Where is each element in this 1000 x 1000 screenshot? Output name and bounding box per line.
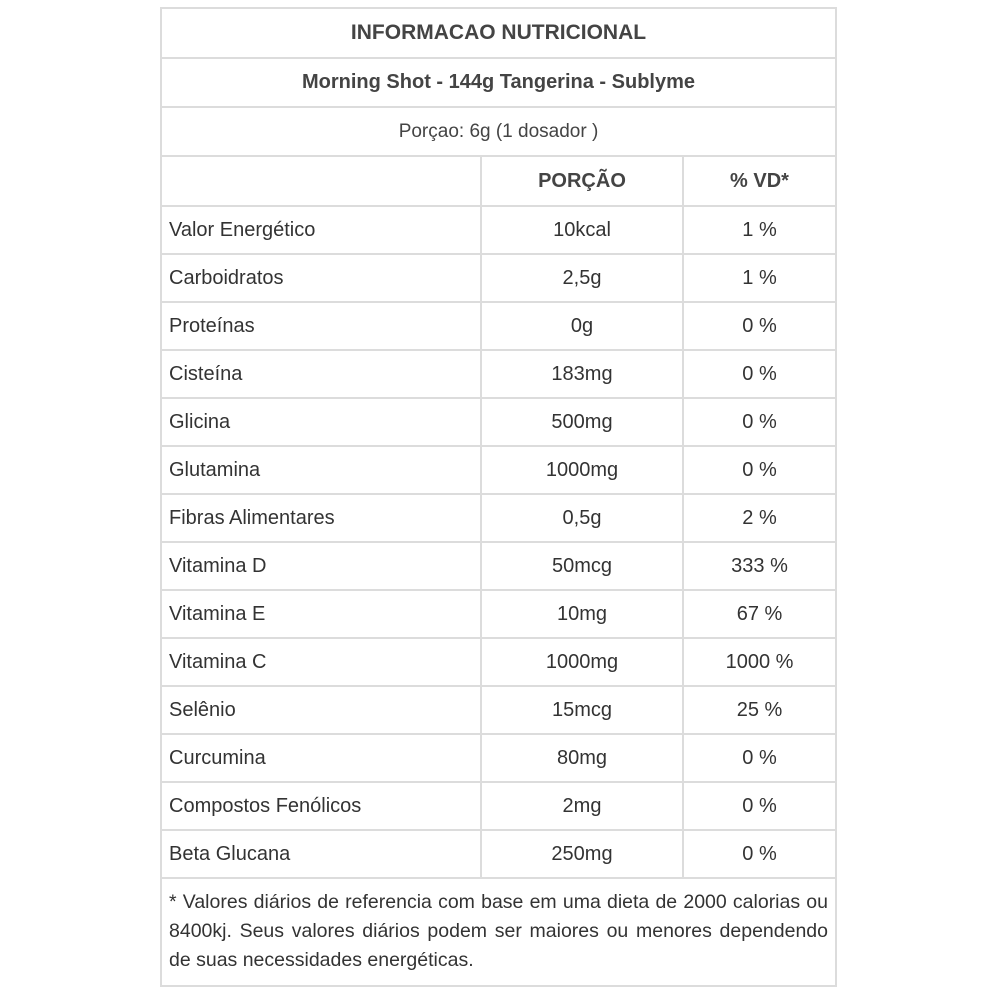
nutrient-portion: 80mg [482, 735, 684, 781]
serving-size-row [162, 108, 835, 157]
nutrient-name: Compostos Fenólicos [162, 783, 482, 829]
nutrient-portion: 1000mg [482, 447, 684, 493]
table-row [162, 303, 835, 351]
nutrient-portion: 10mg [482, 591, 684, 637]
product-name: Morning Shot - 144g Tangerina - Sublyme [302, 71, 695, 93]
nutrient-name: Glutamina [162, 447, 482, 493]
nutrient-daily-value: 1 % [742, 266, 777, 289]
product-name-row [162, 59, 835, 108]
table-title: INFORMACAO NUTRICIONAL [350, 21, 647, 44]
nutrient-daily-value: 0 % [742, 746, 777, 769]
serving-size: Porçao: 6g (1 dosador ) [398, 120, 599, 142]
table-row [162, 687, 835, 735]
nutrient-daily-value: 0 % [742, 314, 777, 337]
nutrient-name: Cisteína [162, 351, 482, 397]
header-nutrient [162, 157, 482, 205]
nutrient-daily-value: 67 % [736, 602, 783, 625]
table-row [162, 591, 835, 639]
table-row [162, 543, 835, 591]
nutrient-daily-value: 25 % [736, 698, 783, 721]
nutrient-portion: 250mg [482, 831, 684, 877]
nutrient-portion: 10kcal [482, 207, 684, 253]
nutrition-table [160, 7, 837, 987]
table-row [162, 399, 835, 447]
table-row [162, 639, 835, 687]
nutrient-daily-value: 1 % [742, 218, 777, 241]
nutrient-name: Carboidratos [162, 255, 482, 301]
table-row [162, 831, 835, 879]
column-header-row [162, 157, 835, 207]
nutrient-portion: 15mcg [482, 687, 684, 733]
nutrient-name: Vitamina C [162, 639, 482, 685]
nutrient-portion: 183mg [482, 351, 684, 397]
header-portion: PORÇÃO [482, 157, 684, 205]
nutrient-portion: 2mg [482, 783, 684, 829]
header-daily-value: % VD* [730, 169, 789, 192]
nutrient-name: Fibras Alimentares [162, 495, 482, 541]
nutrient-daily-value: 0 % [742, 362, 777, 385]
nutrient-daily-value: 0 % [742, 794, 777, 817]
table-title-row [162, 9, 835, 59]
nutrient-name: Curcumina [162, 735, 482, 781]
table-row [162, 495, 835, 543]
nutrient-portion: 0g [482, 303, 684, 349]
nutrient-portion: 1000mg [482, 639, 684, 685]
nutrient-name: Valor Energético [162, 207, 482, 253]
nutrient-daily-value: 0 % [742, 842, 777, 865]
table-row [162, 255, 835, 303]
nutrient-daily-value: 0 % [742, 410, 777, 433]
nutrient-portion: 50mcg [482, 543, 684, 589]
nutrient-daily-value: 0 % [742, 458, 777, 481]
table-row [162, 447, 835, 495]
nutrient-daily-value: 333 % [731, 554, 788, 577]
table-row [162, 351, 835, 399]
nutrient-name: Glicina [162, 399, 482, 445]
nutrient-daily-value: 1000 % [725, 650, 794, 673]
nutrient-name: Vitamina E [162, 591, 482, 637]
nutrient-daily-value: 2 % [742, 506, 777, 529]
nutrient-name: Vitamina D [162, 543, 482, 589]
nutrient-name: Selênio [162, 687, 482, 733]
table-row [162, 783, 835, 831]
nutrient-name: Proteínas [162, 303, 482, 349]
table-row [162, 735, 835, 783]
nutrient-portion: 2,5g [482, 255, 684, 301]
nutrient-portion: 500mg [482, 399, 684, 445]
footnote: * Valores diários de referencia com base em uma dieta de 2000 calorias ou 8400kj. Seus valores diários podem ser maiores ou menores dependendo de suas necessidades energéticas. [169, 891, 828, 971]
table-row [162, 207, 835, 255]
nutrient-name: Beta Glucana [162, 831, 482, 877]
nutrient-portion: 0,5g [482, 495, 684, 541]
